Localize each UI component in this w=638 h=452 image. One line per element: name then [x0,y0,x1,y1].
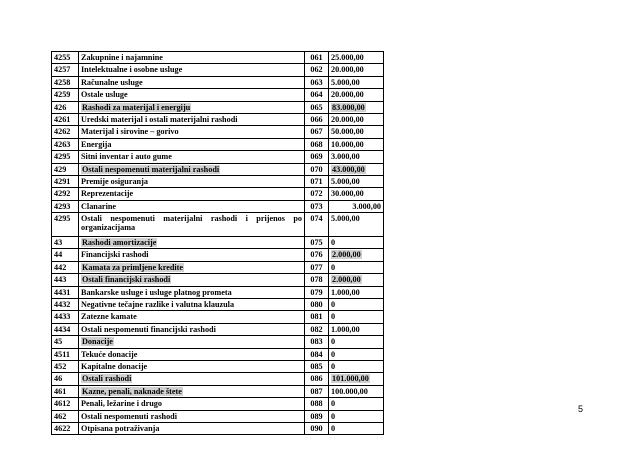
table-row [52,261,384,273]
account-code: 45 [52,336,79,348]
table-row [52,126,384,138]
aop-number: 068 [305,138,329,150]
account-code: 4612 [52,398,79,410]
table-row [52,200,384,212]
aop-number: 063 [305,76,329,88]
aop-number: 075 [305,237,329,249]
account-name [79,274,305,286]
amount: 20.000,00 [329,113,384,125]
account-code: 4262 [52,126,79,138]
amount: 1.000,00 [329,323,384,335]
highlighted-text: 83.000,00 [332,102,365,112]
amount: 30.000,00 [329,188,384,200]
aop-number: 087 [305,385,329,397]
amount: 100.000,00 [329,385,384,397]
amount: 0 [329,311,384,323]
table-row [52,373,384,385]
account-code: 44 [52,249,79,261]
table-row [52,138,384,150]
amount: 0 [329,336,384,348]
account-name: Financijski rashodi [79,249,305,261]
table-row [52,274,384,286]
highlighted-text: Ostali nespomenuti materijalni rashodi [82,164,220,174]
account-name: Premije osiguranja [79,175,305,187]
account-code: 4434 [52,323,79,335]
aop-number: 065 [305,101,329,113]
table-row [52,188,384,200]
aop-number: 078 [305,274,329,286]
account-name: Reprezentacije [79,188,305,200]
table-row [52,336,384,348]
account-name: Materijal i sirovine – gorivo [79,126,305,138]
highlighted-text: 101.000,00 [332,374,369,384]
highlighted-text: Donacije [82,337,113,347]
amount: 3.000,00 [329,200,384,212]
account-code: 43 [52,237,79,249]
aop-number: 072 [305,188,329,200]
amount: 5.000,00 [329,175,384,187]
account-name [79,336,305,348]
account-name: Ostali nespomenuti financijski rashodi [79,323,305,335]
table-row [52,249,384,261]
account-name [79,385,305,397]
account-name: Sitni inventar i auto gume [79,151,305,163]
account-name: Tekuće donacije [79,348,305,360]
table-row [52,348,384,360]
account-name: Negativne tečajne razlike i valutna klauzula [79,299,305,311]
account-code: 462 [52,410,79,422]
account-code: 46 [52,373,79,385]
table-row [52,175,384,187]
aop-number: 069 [305,151,329,163]
highlighted-text: 2.000,00 [332,275,361,285]
table-row [52,151,384,163]
expense-table [51,51,384,435]
account-code: 4291 [52,175,79,187]
amount: 3.000,00 [329,151,384,163]
aop-number: 064 [305,89,329,101]
account-name [79,261,305,273]
account-name: Računalne usluge [79,76,305,88]
highlighted-text: Rashodi za materijal i energiju [82,102,191,112]
account-code: 4292 [52,188,79,200]
account-name: Ostali nespomenuti materijalni rashodi i prijenos po organizacijama [79,213,305,237]
account-name: Energija [79,138,305,150]
table-row [52,323,384,335]
account-code: 4258 [52,76,79,88]
amount: 0 [329,410,384,422]
account-code: 452 [52,360,79,372]
aop-number: 090 [305,422,329,434]
amount: 50.000,00 [329,126,384,138]
highlighted-text: Rashodi amortizacije [82,238,157,248]
account-name: Penali, ležarine i drugo [79,398,305,410]
account-name: Bankarske usluge i usluge platnog prometa [79,286,305,298]
account-code: 4259 [52,89,79,101]
highlighted-text: Kazne, penali, naknade štete [82,386,182,396]
table-row [52,398,384,410]
table-row [52,163,384,175]
highlighted-text: 43.000,00 [332,164,365,174]
aop-number: 066 [305,113,329,125]
aop-number: 062 [305,64,329,76]
aop-number: 083 [305,336,329,348]
amount: 5.000,00 [329,76,384,88]
table-row [52,64,384,76]
aop-number: 084 [305,348,329,360]
aop-number: 070 [305,163,329,175]
aop-number: 061 [305,52,329,64]
page-number: 5 [578,404,584,414]
amount [329,101,384,113]
aop-number: 089 [305,410,329,422]
amount [329,249,384,261]
account-name: Ostali nespomenuti rashodi [79,410,305,422]
amount: 0 [329,398,384,410]
table-row [52,299,384,311]
aop-number: 076 [305,249,329,261]
aop-number: 088 [305,398,329,410]
amount: 0 [329,348,384,360]
amount: 5.000,00 [329,213,384,237]
amount: 10.000,00 [329,138,384,150]
table-row [52,422,384,434]
highlighted-text: Ostali rashodi [82,374,132,384]
account-code: 4431 [52,286,79,298]
table-row [52,113,384,125]
account-name: Kapitalne donacije [79,360,305,372]
account-code: 442 [52,261,79,273]
aop-number: 081 [305,311,329,323]
aop-number: 080 [305,299,329,311]
aop-number: 079 [305,286,329,298]
amount [329,373,384,385]
table-row [52,237,384,249]
table-row [52,101,384,113]
account-name: Zatezne kamate [79,311,305,323]
account-name: Clanarine [79,200,305,212]
account-name: Ostale usluge [79,89,305,101]
amount [329,163,384,175]
account-code: 4511 [52,348,79,360]
account-code: 4622 [52,422,79,434]
aop-number: 077 [305,261,329,273]
aop-number: 067 [305,126,329,138]
account-code: 4261 [52,113,79,125]
amount: 20.000,00 [329,89,384,101]
aop-number: 074 [305,213,329,237]
table-row [52,385,384,397]
amount: 0 [329,299,384,311]
highlighted-text: 2.000,00 [332,250,361,260]
aop-number: 073 [305,200,329,212]
table-row [52,360,384,372]
aop-number: 082 [305,323,329,335]
account-code: 4257 [52,64,79,76]
account-code: 461 [52,385,79,397]
account-name: Zakupnine i najamnine [79,52,305,64]
aop-number: 085 [305,360,329,372]
highlighted-text: Ostali financijski rashodi [82,275,171,285]
account-code: 429 [52,163,79,175]
account-code: 4293 [52,200,79,212]
account-code: 4432 [52,299,79,311]
account-code: 426 [52,101,79,113]
account-code: 4255 [52,52,79,64]
account-name [79,163,305,175]
account-code: 4263 [52,138,79,150]
account-code: 443 [52,274,79,286]
amount [329,274,384,286]
table-row [52,286,384,298]
account-code: 4295 [52,213,79,237]
highlighted-text: Kamata za primljene kredite [82,262,184,272]
table-row [52,311,384,323]
account-name: Uredski materijal i ostali materijalni rashodi [79,113,305,125]
account-code: 4433 [52,311,79,323]
amount: 25.000,00 [329,52,384,64]
account-name [79,237,305,249]
aop-number: 071 [305,175,329,187]
amount: 1.000,00 [329,286,384,298]
account-name [79,373,305,385]
amount: 0 [329,237,384,249]
account-name [79,101,305,113]
account-name: Intelektualne i osobne usluge [79,64,305,76]
account-code: 4295 [52,151,79,163]
table-row [52,89,384,101]
amount: 0 [329,422,384,434]
table-row [52,52,384,64]
aop-number: 086 [305,373,329,385]
account-name: Otpisana potraživanja [79,422,305,434]
table-row [52,410,384,422]
table-row [52,213,384,237]
amount: 20.000,00 [329,64,384,76]
amount: 0 [329,360,384,372]
table-row [52,76,384,88]
amount: 0 [329,261,384,273]
